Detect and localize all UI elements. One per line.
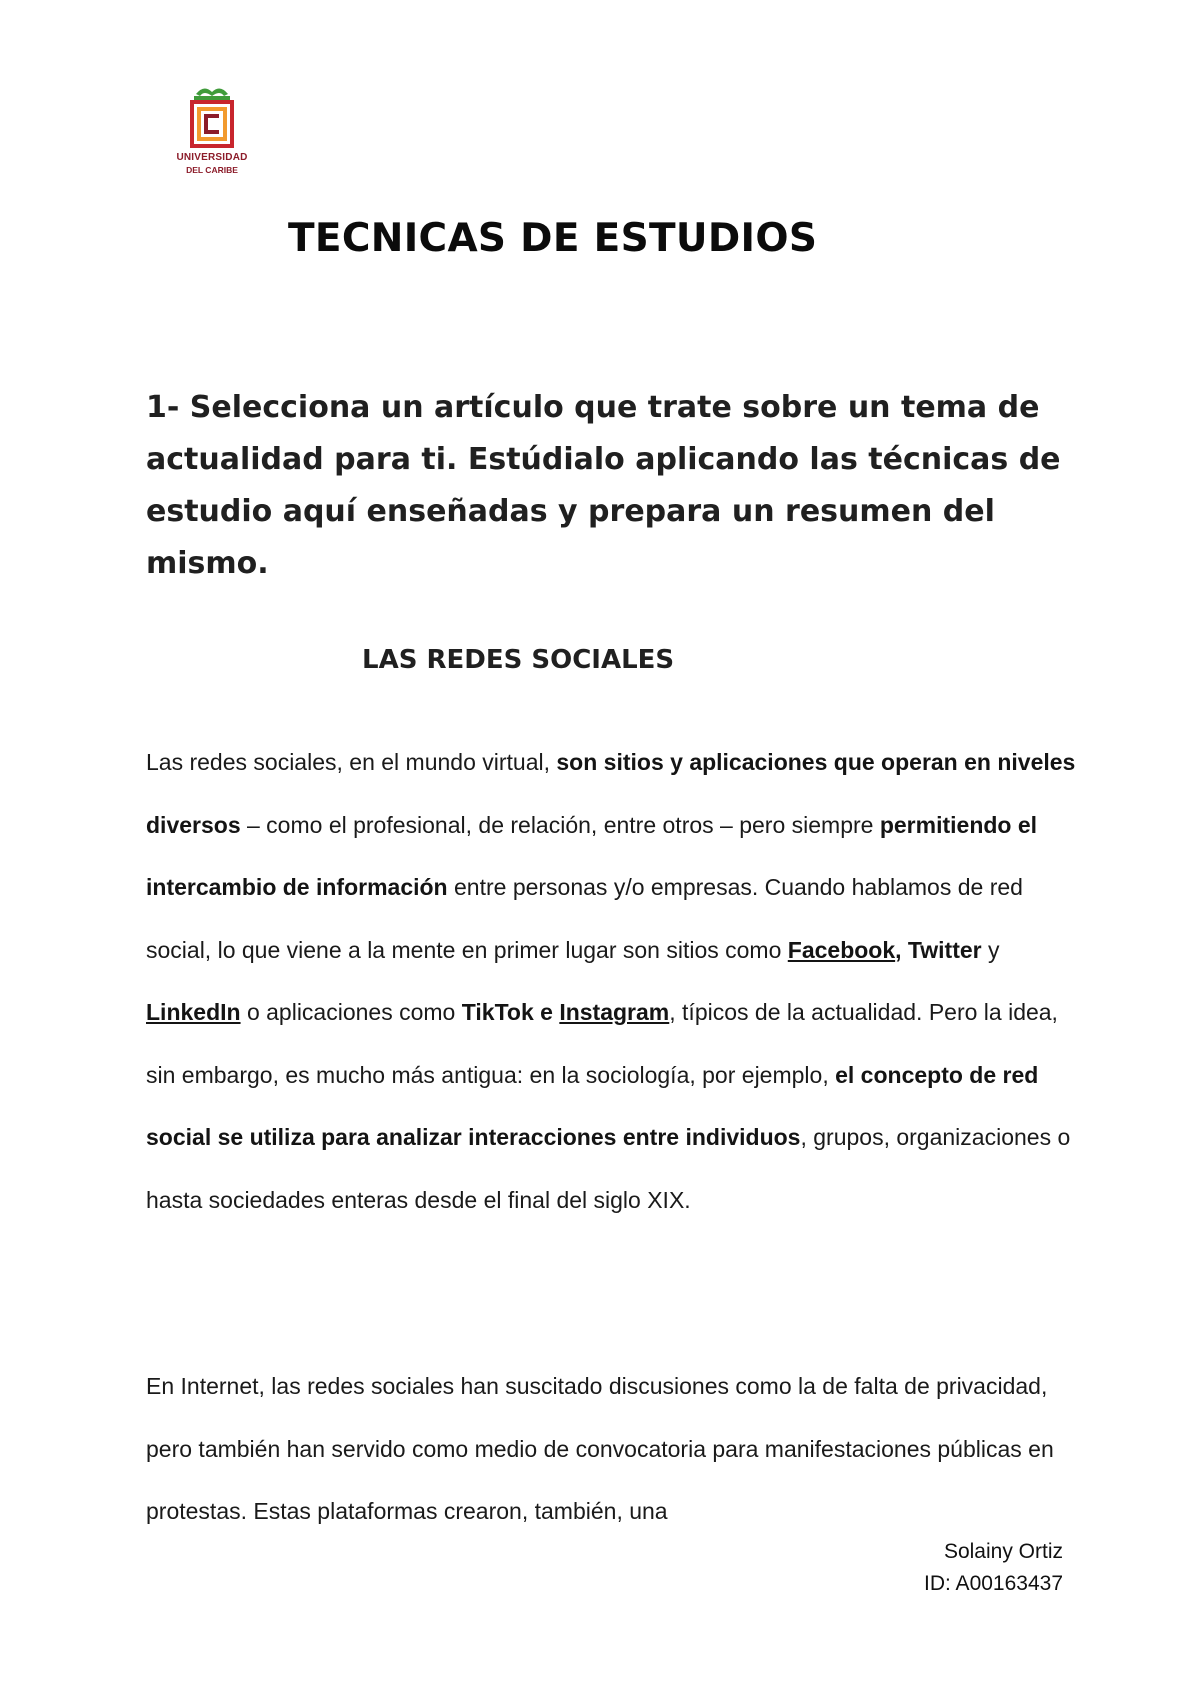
text-span: Las redes sociales, en el mundo virtual, — [146, 749, 557, 775]
question-text: 1- Selecciona un artículo que trate sobre un tema de actualidad para ti. Estúdialo aplicando las técnicas de estudio aquí enseñadas y prepara un resumen del mismo. — [146, 390, 1061, 581]
bold-span: el concepto de red social se utiliza para analizar interacciones entre individuos — [146, 1061, 1039, 1150]
author-block — [924, 1536, 1063, 1600]
author-id: ID: A00163437 — [924, 1572, 1063, 1595]
bold-span: Twitter — [907, 936, 982, 963]
text-span: y — [981, 936, 1000, 963]
bold-span: permitiendo el intercambio de información — [146, 811, 1038, 900]
logo-text-line1: UNIVERSIDAD — [176, 152, 248, 163]
logo-text-line2: DEL CARIBE — [186, 165, 238, 175]
logo-emblem-icon — [166, 82, 258, 152]
bold-span: son sitios y aplicaciones que operan en niveles diversos — [146, 749, 1076, 838]
section-title: LAS REDES SOCIALES — [362, 645, 675, 675]
university-logo — [166, 82, 258, 186]
text-span: – como el profesional, de relación, entre otros – pero siempre — [240, 811, 880, 838]
linkedin-link[interactable]: LinkedIn — [146, 999, 241, 1025]
paragraph-1 — [146, 731, 1076, 1231]
text-span: , — [895, 936, 908, 963]
document-title: TECNICAS DE ESTUDIOS — [288, 216, 818, 261]
instagram-link[interactable]: Instagram — [559, 999, 670, 1025]
text-span: e — [533, 999, 560, 1025]
facebook-link[interactable]: Facebook — [787, 936, 896, 963]
text-span: , típicos de la actualidad. Pero la idea, sin embargo, es mucho más antigua: en la sociología, por ejemplo, — [146, 999, 1058, 1088]
text-span: entre personas y/o empresas. Cuando hablamos de red social, lo que viene a la mente en primer lugar son sitios como — [146, 874, 1023, 963]
text-span: , grupos, organizaciones o hasta sociedades enteras desde el final del siglo XIX. — [146, 1124, 1071, 1213]
paragraph-2: En Internet, las redes sociales han suscitado discusiones como la de falta de privacidad, pero también han servido como medio de convocatoria para manifestaciones públicas en protestas. Estas plataformas crearon, también, una — [146, 1373, 1054, 1524]
author-name: Solainy Ortiz — [943, 1540, 1063, 1563]
bold-span: TikTok — [461, 999, 534, 1025]
text-span: o aplicaciones como — [240, 999, 462, 1025]
